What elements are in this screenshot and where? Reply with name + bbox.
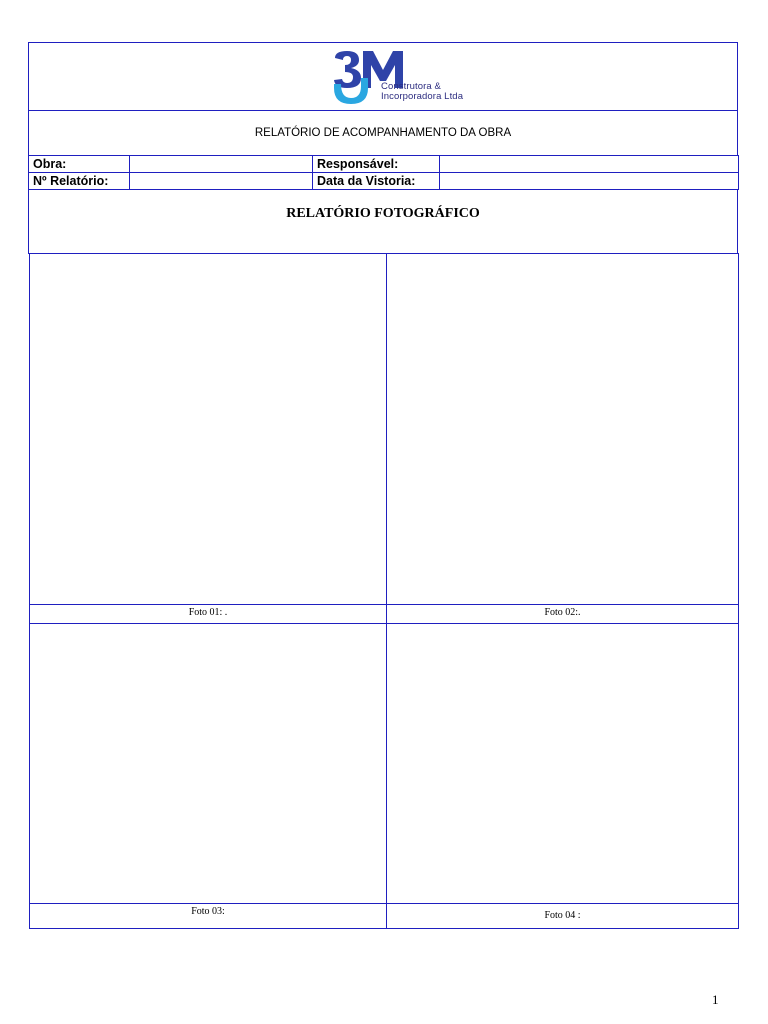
relatorio-field[interactable] xyxy=(130,173,313,190)
photo-section-title: RELATÓRIO FOTOGRÁFICO xyxy=(286,206,480,221)
photo-caption-2: Foto 02:. xyxy=(386,604,739,624)
obra-field[interactable] xyxy=(130,156,313,173)
responsavel-field[interactable] xyxy=(440,156,739,173)
report-title: RELATÓRIO DE ACOMPANHAMENTO DA OBRA xyxy=(254,127,512,139)
photo-slot-4[interactable] xyxy=(386,623,739,904)
responsavel-label: Responsável: xyxy=(313,156,440,173)
logo-tagline-line2: Incorporadora Ltda xyxy=(381,91,464,102)
relatorio-label: Nº Relatório: xyxy=(29,173,130,190)
page-number: 1 xyxy=(712,992,719,1007)
data-vistoria-label: Data da Vistoria: xyxy=(313,173,440,190)
logo-tagline xyxy=(381,82,463,102)
photo-caption-4: Foto 04 : xyxy=(386,903,739,929)
photo-slot-2[interactable] xyxy=(386,253,739,605)
logo-tagline-line1: Construtora & xyxy=(381,81,441,92)
obra-label: Obra: xyxy=(29,156,130,173)
photo-section-header xyxy=(28,189,738,254)
photo-slot-1[interactable] xyxy=(29,253,387,605)
photo-caption-3: Foto 03: xyxy=(29,903,387,929)
header-logo-box xyxy=(28,42,738,111)
photo-slot-3[interactable] xyxy=(29,623,387,904)
data-vistoria-field[interactable] xyxy=(440,173,739,190)
photo-caption-1: Foto 01: . xyxy=(29,604,387,624)
report-info-table xyxy=(28,155,738,190)
company-logo xyxy=(331,48,481,106)
report-title-box xyxy=(28,110,738,156)
